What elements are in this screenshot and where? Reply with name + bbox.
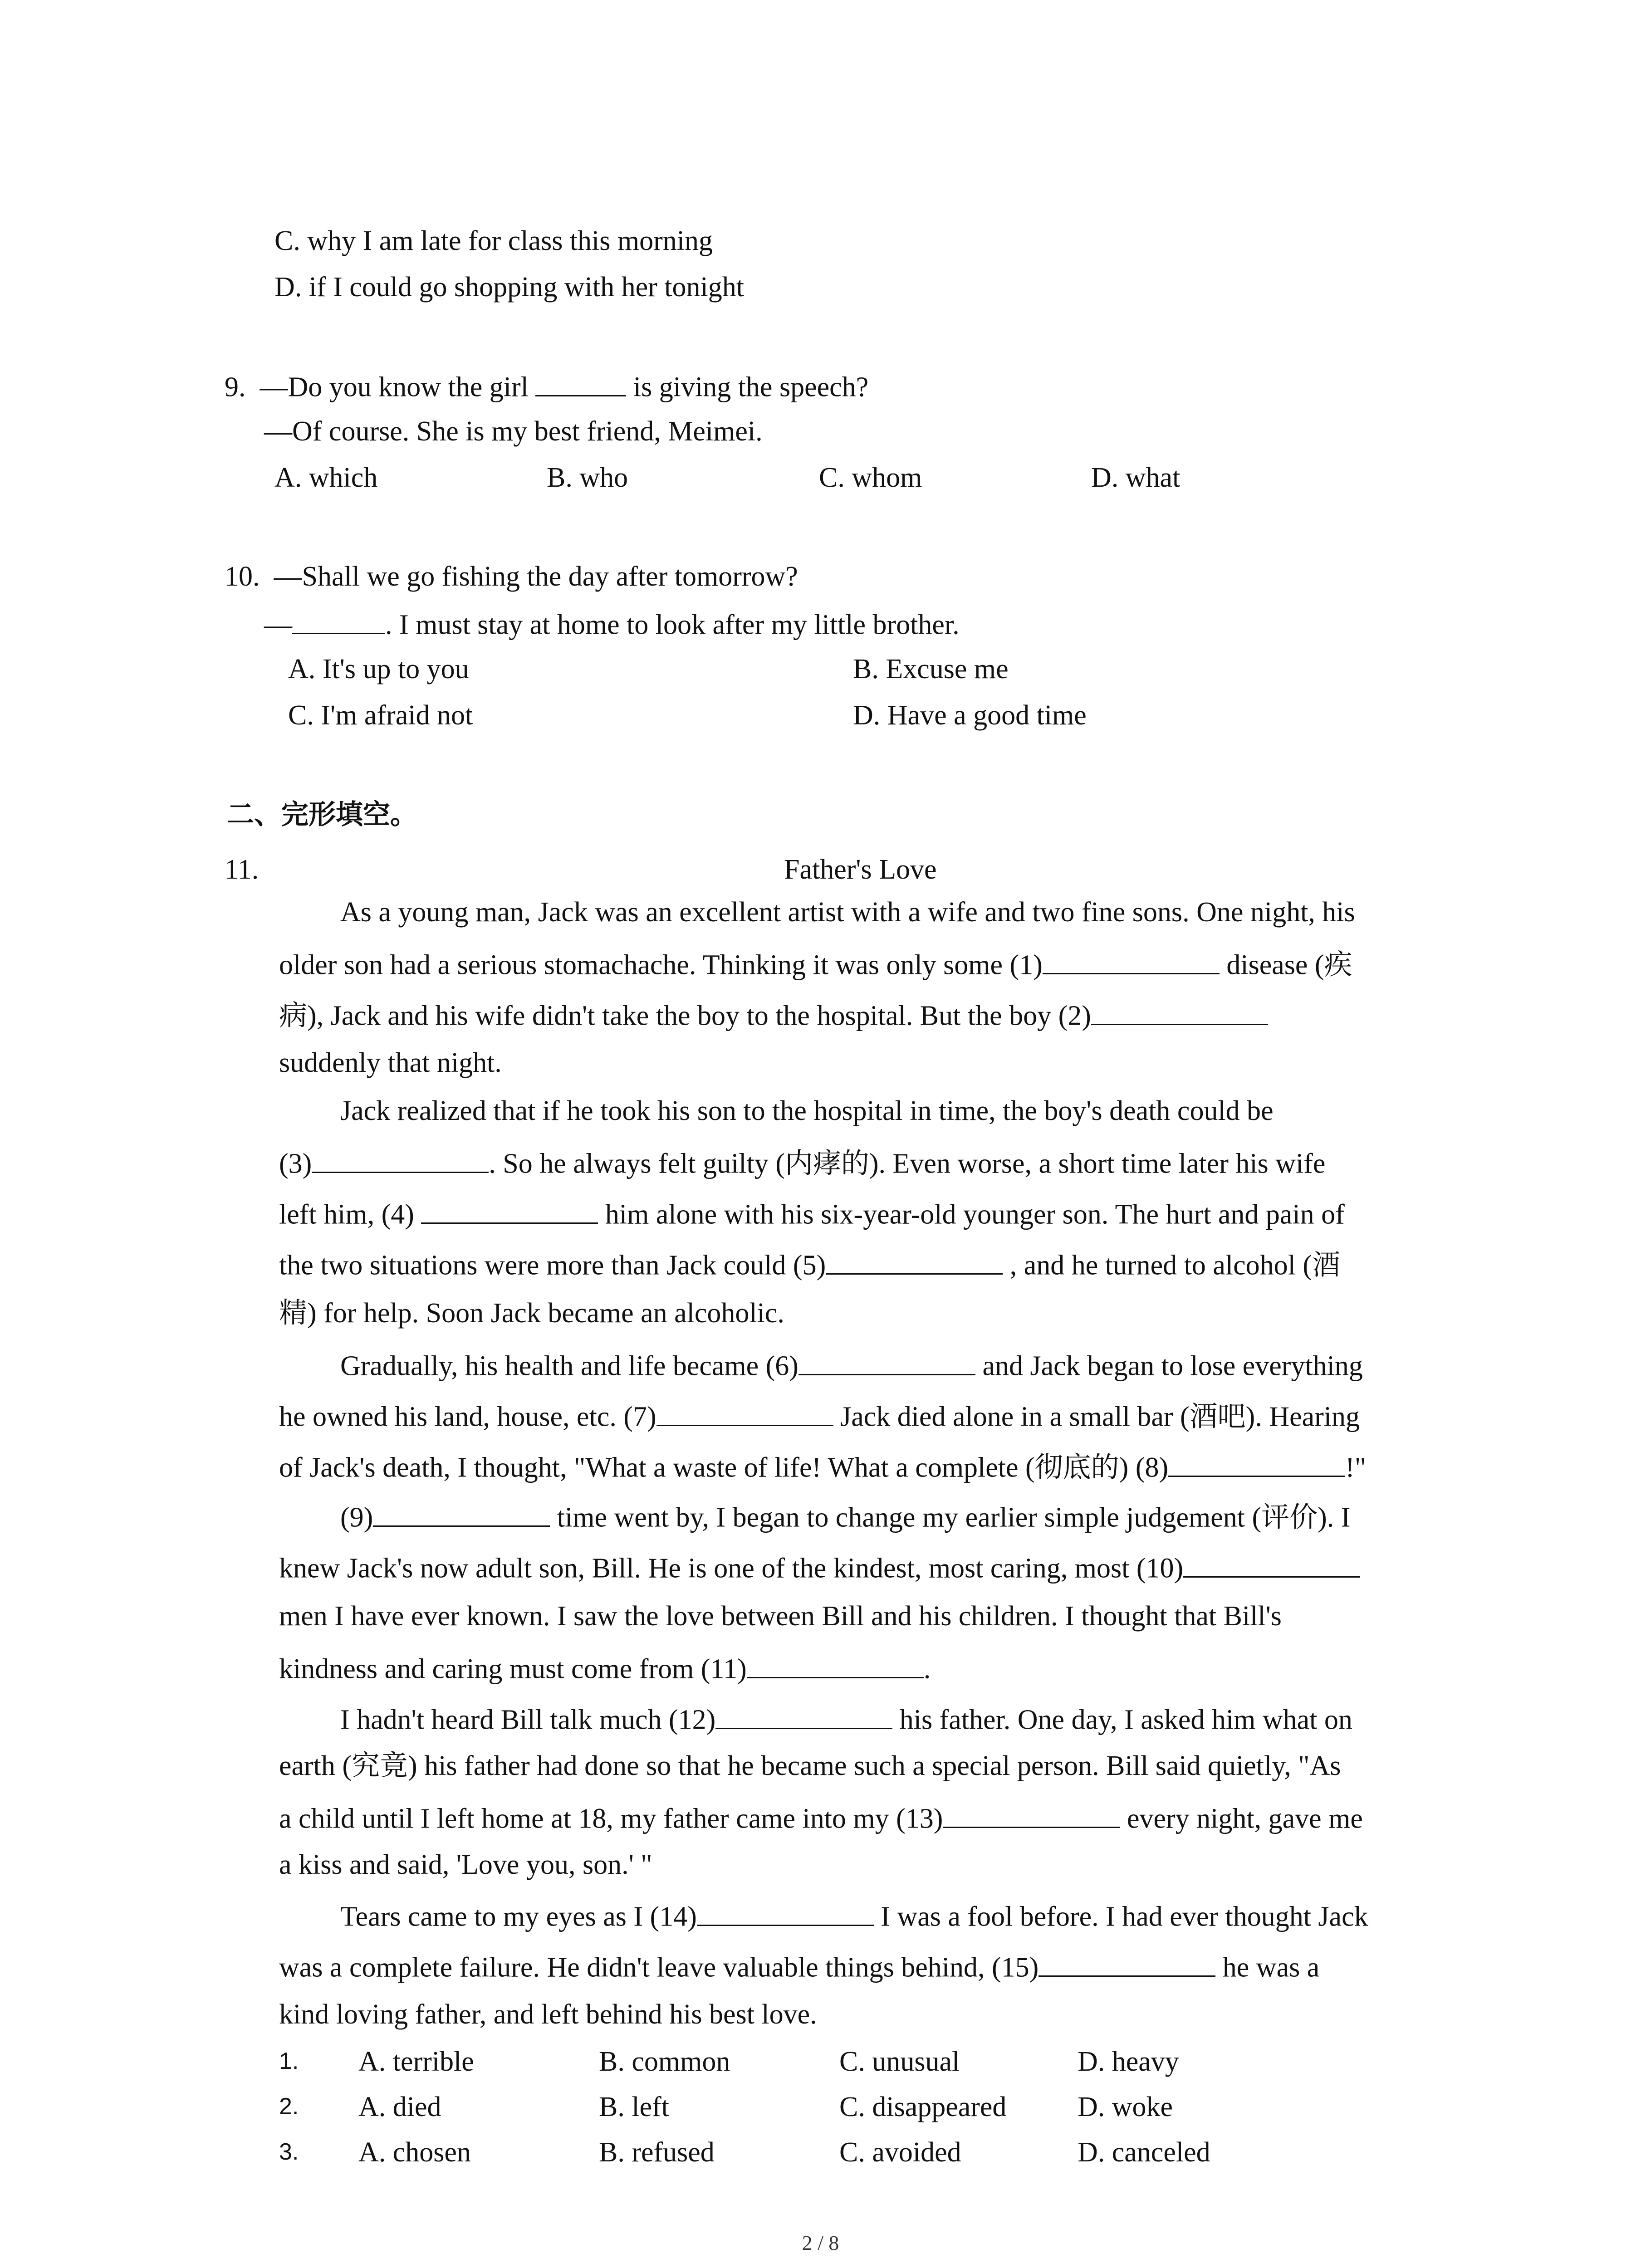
passage-text: kindness and caring must come from (11)	[279, 1653, 747, 1685]
passage-text: every night, gave me	[1120, 1803, 1363, 1834]
q9-option-b: B. who	[547, 462, 628, 493]
passage-line	[340, 1097, 1274, 1125]
passage-text: (3)	[279, 1148, 312, 1179]
q9-option-d: D. what	[1091, 462, 1181, 493]
cloze-blank[interactable]	[1043, 949, 1220, 974]
cloze-blank[interactable]	[798, 1350, 975, 1375]
passage-line	[279, 1249, 1340, 1280]
passage-line	[279, 1401, 1360, 1431]
cloze-blank[interactable]	[1168, 1452, 1345, 1477]
choice-option[interactable]: A. died	[358, 2092, 441, 2122]
q9-option-c: C. whom	[819, 462, 922, 493]
q9-stem-b: is giving the speech?	[626, 371, 869, 403]
q9-number: 9.	[225, 371, 246, 403]
passage-line	[279, 1299, 784, 1327]
passage-text: suddenly that night.	[279, 1047, 502, 1078]
passage-text: Gradually, his health and life became (6)	[340, 1350, 798, 1382]
passage-text: knew Jack's now adult son, Bill. He is one of the kindest, most caring, most (10)	[279, 1553, 1184, 1584]
choice-option[interactable]: D. heavy	[1078, 2046, 1179, 2077]
choice-option[interactable]: B. refused	[599, 2137, 715, 2168]
q10-reply-text: . I must stay at home to look after my little brother.	[385, 609, 960, 640]
cloze-blank[interactable]	[715, 1704, 892, 1729]
q8-option-d: D. if I could go shopping with her tonight	[274, 272, 744, 303]
q10-number: 10.	[225, 561, 260, 592]
passage-text: he owned his land, house, etc. (7)	[279, 1401, 656, 1432]
passage-text: I hadn't heard Bill talk much (12)	[340, 1704, 716, 1735]
passage-line	[279, 949, 1352, 979]
passage-text: a child until I left home at 18, my father came into my (13)	[279, 1803, 943, 1834]
passage-text: .	[923, 1653, 931, 1685]
section-heading: 二、完形填空。	[227, 799, 417, 831]
q9-reply: —Of course. She is my best friend, Meimei.	[264, 416, 763, 447]
choice-option[interactable]: D. woke	[1078, 2092, 1173, 2122]
choice-number: 2.	[279, 2093, 299, 2120]
passage-text: him alone with his six-year-old younger son. The hurt and pain of	[598, 1199, 1345, 1230]
choice-option[interactable]: C. disappeared	[839, 2092, 1007, 2122]
passage-line	[340, 1501, 1350, 1532]
cloze-blank[interactable]	[373, 1501, 550, 1527]
choice-option[interactable]: C. avoided	[839, 2137, 961, 2168]
q9-stem-a: —Do you know the girl	[260, 371, 536, 403]
q10-blank[interactable]	[292, 609, 385, 634]
passage-title: Father's Love	[784, 854, 937, 885]
cloze-blank[interactable]	[943, 1803, 1120, 1828]
cloze-blank[interactable]	[826, 1249, 1003, 1275]
choice-number: 1.	[279, 2048, 299, 2074]
cloze-blank[interactable]	[747, 1653, 924, 1678]
q9-blank[interactable]	[535, 371, 626, 396]
passage-text: was a complete failure. He didn't leave valuable things behind, (15)	[279, 1952, 1039, 1983]
passage-text: I was a fool before. I had ever thought Jack	[873, 1901, 1368, 1932]
passage-line	[340, 1350, 1363, 1380]
passage-line	[279, 1198, 1345, 1229]
passage-text: left him, (4)	[279, 1199, 421, 1230]
passage-text: Tears came to my eyes as I (14)	[340, 1901, 697, 1932]
passage-text: men I have ever known. I saw the love between Bill and his children. I thought that Bill's	[279, 1601, 1282, 1632]
passage-text: As a young man, Jack was an excellent artist with a wife and two fine sons. One night, his	[340, 897, 1355, 928]
passage-line	[279, 1602, 1282, 1630]
passage-line	[279, 1851, 652, 1879]
passage-text: time went by, I began to change my earlier simple judgement (评价). I	[550, 1502, 1351, 1533]
passage-text: earth (究竟) his father had done so that he became such a special person. Bill said quietly, "As	[279, 1750, 1341, 1781]
passage-text: and Jack began to lose everything	[975, 1350, 1363, 1382]
q10-stem-text: —Shall we go fishing the day after tomorrow?	[274, 561, 798, 592]
cloze-blank[interactable]	[1183, 1552, 1360, 1578]
passage-line	[279, 1049, 502, 1077]
q10-option-a: A. It's up to you	[288, 654, 469, 684]
cloze-blank[interactable]	[421, 1198, 598, 1224]
cloze-blank[interactable]	[1091, 1000, 1268, 1025]
q10-reply	[264, 609, 960, 639]
q10-option-d: D. Have a good time	[853, 700, 1087, 731]
passage-line	[279, 2000, 817, 2028]
q10-reply-dash: —	[264, 609, 292, 640]
passage-text: Jack died alone in a small bar (酒吧). Hearing	[833, 1401, 1360, 1432]
passage-line	[279, 1148, 1325, 1178]
passage-text: disease (疾	[1219, 949, 1352, 981]
passage-text: Jack realized that if he took his son to the hospital in time, the boy's death could be	[340, 1095, 1274, 1126]
choice-option[interactable]: C. unusual	[839, 2046, 960, 2077]
passage-text: . So he always felt guilty (内痚的). Even worse, a short time later his wife	[489, 1148, 1326, 1179]
passage-text: 病), Jack and his wife didn't take the boy to the hospital. But the boy (2)	[279, 1000, 1091, 1031]
passage-text: , and he turned to alcohol (酒	[1003, 1250, 1341, 1281]
choice-option[interactable]: B. common	[599, 2046, 730, 2077]
page-number: 2 / 8	[802, 2231, 839, 2254]
passage-text: kind loving father, and left behind his best love.	[279, 1999, 817, 2030]
passage-text: a kiss and said, 'Love you, son.' "	[279, 1849, 652, 1880]
choice-option[interactable]: D. canceled	[1078, 2137, 1210, 2168]
passage-text: (9)	[340, 1502, 373, 1533]
passage-text: 精) for help. Soon Jack became an alcoholic.	[279, 1298, 784, 1329]
q8-option-c: C. why I am late for class this morning	[274, 225, 713, 256]
q9-stem	[225, 371, 868, 401]
passage-text: his father. One day, I asked him what on	[892, 1704, 1352, 1735]
choice-option[interactable]: B. left	[599, 2092, 669, 2122]
passage-line	[279, 1803, 1363, 1833]
cloze-blank[interactable]	[312, 1148, 489, 1173]
passage-line	[279, 1552, 1360, 1583]
passage-line	[279, 1653, 931, 1683]
passage-line	[340, 1901, 1368, 1931]
passage-text: of Jack's death, I thought, "What a waste of life! What a complete (彻底的) (8)	[279, 1452, 1169, 1483]
cloze-blank[interactable]	[697, 1901, 874, 1926]
choice-number: 3.	[279, 2139, 299, 2165]
passage-text: he was a	[1215, 1952, 1320, 1983]
passage-line	[340, 1704, 1352, 1734]
passage-line	[279, 1452, 1366, 1482]
passage-text: !"	[1345, 1452, 1367, 1483]
choice-option[interactable]: A. terrible	[358, 2046, 474, 2077]
passage-text: older son had a serious stomachache. Thinking it was only some (1)	[279, 949, 1043, 981]
passage-line	[279, 1000, 1268, 1030]
q10-option-b: B. Excuse me	[853, 654, 1009, 684]
cloze-blank[interactable]	[656, 1401, 833, 1426]
q9-option-a: A. which	[274, 462, 378, 493]
passage-line	[279, 1752, 1341, 1780]
choice-option[interactable]: A. chosen	[358, 2137, 471, 2168]
q10-stem	[225, 562, 798, 591]
cloze-blank[interactable]	[1038, 1951, 1215, 1977]
passage-text: the two situations were more than Jack could (5)	[279, 1250, 826, 1281]
q11-number: 11.	[225, 854, 259, 885]
q10-option-c: C. I'm afraid not	[288, 700, 473, 731]
passage-line	[340, 898, 1355, 926]
passage-line	[279, 1951, 1319, 1982]
